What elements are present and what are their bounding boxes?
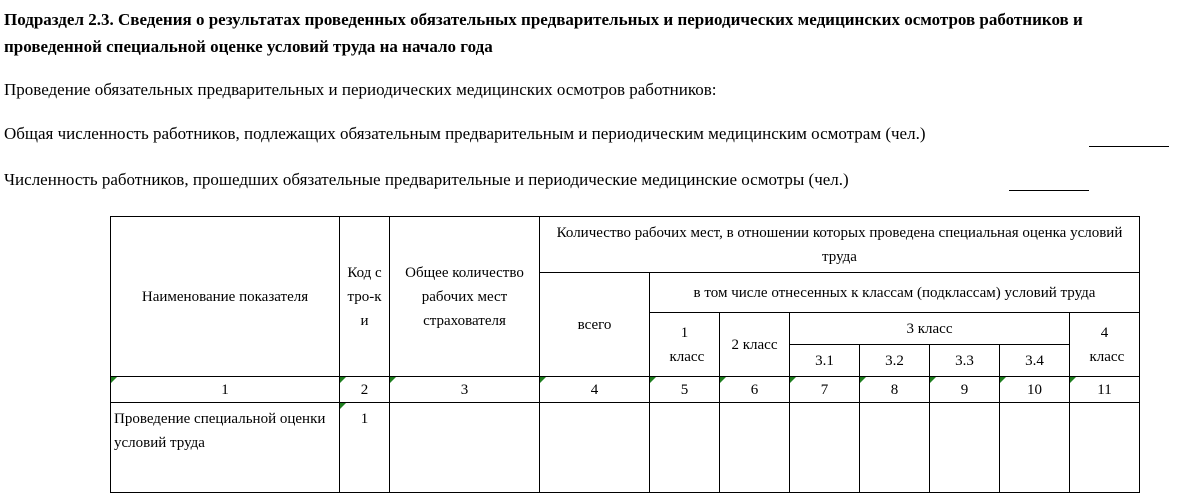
input-cell-col7[interactable] [790,403,860,493]
header-class-1 [650,313,720,377]
row-line-code: 1 [340,403,390,493]
header-all: всего [540,273,650,377]
header-class-2-text: 2 класс [731,336,778,353]
column-number: 7 [790,377,860,403]
column-number: 8 [860,377,930,403]
header-subclass-3-1: 3.1 [790,345,860,377]
header-class-3: 3 класс [790,313,1070,345]
column-number: 10 [1000,377,1070,403]
input-cell-col5[interactable] [650,403,720,493]
column-number: 2 [340,377,390,403]
passed-workers-label: Численность работников, прошедших обязательные предварительные и периодические медицинские осмотры (чел.) [4,170,849,189]
header-including-classes: в том числе отнесенных к классам (подклассам) условий труда [650,273,1140,313]
assessment-table [110,216,1140,493]
header-line-code-text: Код стро-ки [347,264,382,329]
total-workers-input[interactable] [1089,146,1169,147]
row-indicator-name: Проведение специальной оценки условий труда [111,403,340,493]
header-class-4 [1070,313,1140,377]
header-class-1-text: 1 класс [669,324,705,365]
passed-workers-input[interactable] [1009,190,1089,191]
header-class-4-text: 4 класс [1089,324,1125,365]
input-cell-col9[interactable] [930,403,1000,493]
header-indicator-name: Наименование показателя [111,217,340,377]
column-number: 5 [650,377,720,403]
input-cell-col3[interactable] [390,403,540,493]
table-row [111,403,1140,493]
column-number: 9 [930,377,1000,403]
column-number: 11 [1070,377,1140,403]
header-evaluated-workplaces: Количество рабочих мест, в отношении которых проведена специальная оценка условий труда [540,217,1140,273]
header-class-2 [720,313,790,377]
input-cell-col4[interactable] [540,403,650,493]
column-number: 1 [111,377,340,403]
header-subclass-3-3: 3.3 [930,345,1000,377]
header-line-code [340,217,390,377]
header-total-workplaces [390,217,540,377]
input-cell-col11[interactable] [1070,403,1140,493]
input-cell-col10[interactable] [1000,403,1070,493]
total-workers-label: Общая численность работников, подлежащих обязательным предварительным и периодическим медицинским осмотрам (чел.) [4,124,926,143]
header-subclass-3-2: 3.2 [860,345,930,377]
input-cell-col8[interactable] [860,403,930,493]
input-cell-col6[interactable] [720,403,790,493]
column-number: 4 [540,377,650,403]
header-subclass-3-4: 3.4 [1000,345,1070,377]
intro-text: Проведение обязательных предварительных и периодических медицинских осмотров работников: [4,80,717,99]
column-number: 3 [390,377,540,403]
header-total-workplaces-text: Общее количество рабочих мест страхователя [405,264,524,329]
column-number: 6 [720,377,790,403]
section-title: Подраздел 2.3. Сведения о результатах проведенных обязательных предварительных и периодических медицинских осмотров работников и проведенной специальной оценке условий труда на начало года [4,10,1083,56]
